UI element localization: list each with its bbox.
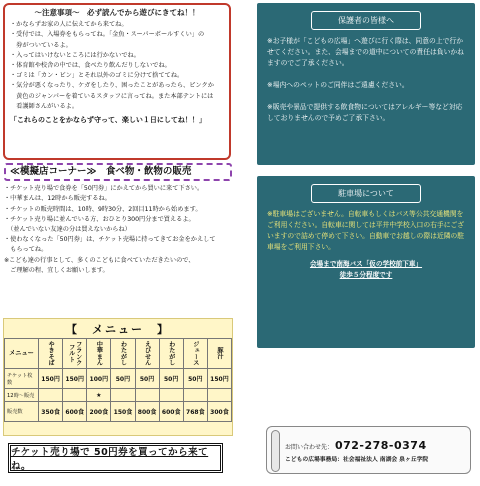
- ticket-instruction-text: チケット売り場で 50円券を買ってから来てね。: [11, 447, 209, 472]
- guardian-notice-box: [257, 3, 475, 165]
- menu-cell: 300食: [207, 402, 231, 422]
- menu-table: [4, 338, 232, 422]
- shop-line: ・チケット売り場で食券を「50円券」にかえてから買いに来て下さい。: [4, 185, 204, 193]
- menu-row-label: 12時〜販売: [5, 389, 39, 402]
- notice-line: 看護師さんがいるよ。: [10, 102, 79, 110]
- menu-cell: 100円: [87, 369, 111, 389]
- menu-item: わたがし: [111, 339, 135, 369]
- menu-cell: 600食: [63, 402, 87, 422]
- menu-cell: 50円: [111, 369, 135, 389]
- menu-cell: 50円: [135, 369, 159, 389]
- menu-cell: [135, 389, 159, 402]
- menu-cell: 150円: [39, 369, 63, 389]
- menu-cell: [159, 389, 183, 402]
- parking-tag: 駐車場について: [311, 184, 421, 203]
- scroll-roll-icon: [271, 430, 280, 472]
- guardian-tag: 保護者の皆様へ: [311, 11, 421, 30]
- menu-cell: 150円: [63, 369, 87, 389]
- menu-cell: [39, 389, 63, 402]
- menu-cell: 150食: [111, 402, 135, 422]
- shop-line: ご理解の程、宜しくお願いします。: [4, 266, 109, 274]
- menu-cell: 150円: [207, 369, 231, 389]
- menu-row-label: チケット枚数: [5, 369, 39, 389]
- contact-office: こどもの広場事務局：社会福祉法人 南湖会 泉ヶ丘学院: [285, 457, 429, 463]
- parking-note-line: 徒歩５分程度です: [339, 271, 393, 279]
- shop-line: ・チケットの販売時間は、10時、9時30分、2回目11時から始めます。: [4, 205, 202, 213]
- menu-item: フランクフルト: [63, 339, 87, 369]
- menu-title: 【 メニュー 】: [66, 323, 170, 336]
- menu-row-label: 販売数: [5, 402, 39, 422]
- notice-box: [3, 3, 231, 160]
- menu-section: [3, 318, 233, 436]
- menu-item: えびせん: [135, 339, 159, 369]
- menu-cell: [183, 389, 207, 402]
- guardian-paragraph: ※販売や景品で提供する飲食物についてはアレルギー等など対応しておりませんので予めご了承下さい。: [267, 103, 463, 122]
- ticket-instruction-box: [8, 443, 223, 473]
- menu-cell: 350食: [39, 402, 63, 422]
- notice-line: ・体育館や校舎の中では、食べたり飲んだりしないでね。: [10, 62, 171, 70]
- contact-scroll: [266, 426, 471, 474]
- shop-line: ・チケット売り場に並んでいる方、おひとり300円分まで買えるよ。: [4, 215, 195, 223]
- menu-cell: [63, 389, 87, 402]
- menu-price-row: [5, 369, 232, 389]
- notice-title: 〜注意事項〜 必ず読んでから遊びにきてね！！: [34, 8, 200, 17]
- menu-cell: 50円: [159, 369, 183, 389]
- notice-closing: 「これらのことをかならず守って、楽しい１日にしてね！！」: [10, 116, 206, 125]
- parking-note-line: 会場まで南海バス「仮の学校前下車」: [309, 260, 423, 268]
- menu-item: やきそば: [39, 339, 63, 369]
- shop-line: ※こども達の行事として、多くのこどもに食べていただきたいので、: [4, 256, 195, 264]
- shop-line: （並んでいない友達の分は買えないからね）: [4, 226, 131, 234]
- menu-quantity-row: [5, 402, 232, 422]
- notice-line: 券がついているよ。: [10, 41, 72, 49]
- menu-cell: 768食: [183, 402, 207, 422]
- shop-line: もらってね。: [4, 246, 48, 254]
- menu-cell: [207, 389, 231, 402]
- guardian-paragraph: ※場内へのペットのご同伴はご遠慮ください。: [267, 81, 409, 89]
- menu-header-label: メニュー: [5, 339, 39, 369]
- shop-title: ≪模擬店コーナー≫ 食べ物・飲物の販売: [4, 163, 232, 181]
- menu-item: 中華まん: [87, 339, 111, 369]
- menu-item: 豚汁: [207, 339, 231, 369]
- contact-phone-row: [285, 439, 470, 452]
- menu-cell: 800食: [135, 402, 159, 422]
- notice-line: 黄色のジャンパーを着ているスタッフに言ってね。また本部テントには: [10, 92, 214, 100]
- notice-line: ・かならずお家の人に伝えてから来てね。: [10, 21, 128, 29]
- notice-line: ・ゴミは「カン・ビン」とそれ以外のゴミに分けて捨ててね。: [10, 72, 184, 80]
- contact-phone-label: お問い合わせ先：: [285, 444, 334, 451]
- shop-line: ・使わなくなった「50円券」は、チケット売場に持ってきてお金をかえして: [4, 236, 216, 244]
- parking-notice-box: [257, 176, 475, 348]
- menu-item: わたがし: [159, 339, 183, 369]
- menu-time-row: [5, 389, 232, 402]
- notice-line: ・入ってはいけないところには行かないでね。: [10, 51, 140, 59]
- shop-section: [4, 163, 232, 315]
- menu-cell: 50円: [183, 369, 207, 389]
- notice-line: ・受付では、入場券をもらってね。「金魚・スーパーボールすくい」の: [10, 31, 205, 39]
- contact-phone-number: 072-278-0374: [334, 439, 427, 452]
- notice-line: ・気分が悪くなったり、ケガをしたり、困ったことがあったら、ピンクか: [10, 82, 214, 90]
- menu-cell: ★: [87, 389, 111, 402]
- menu-item: ジュース: [183, 339, 207, 369]
- parking-body: ※駐車場はございません。自転車もしくはバス等公共交通機関をご利用ください。自転車に関しては平井中学校入口の右手にございますので詰めて停めて下さい。自動車でお越しの際は近隣の駐車場をご利用下さい。: [267, 210, 465, 251]
- menu-header-row: [5, 339, 232, 369]
- menu-cell: 200食: [87, 402, 111, 422]
- parking-access-note: [267, 259, 465, 281]
- guardian-paragraph: ※お子様が「こどもの広場」へ遊びに行く際は、同意の上で行かせてください。また、会場までの道中についての責任は負いかねますのでご了承ください。: [267, 37, 464, 67]
- menu-cell: [111, 389, 135, 402]
- menu-cell: 600食: [159, 402, 183, 422]
- shop-line: ・中華まんは、12時から販売するね。: [4, 195, 111, 203]
